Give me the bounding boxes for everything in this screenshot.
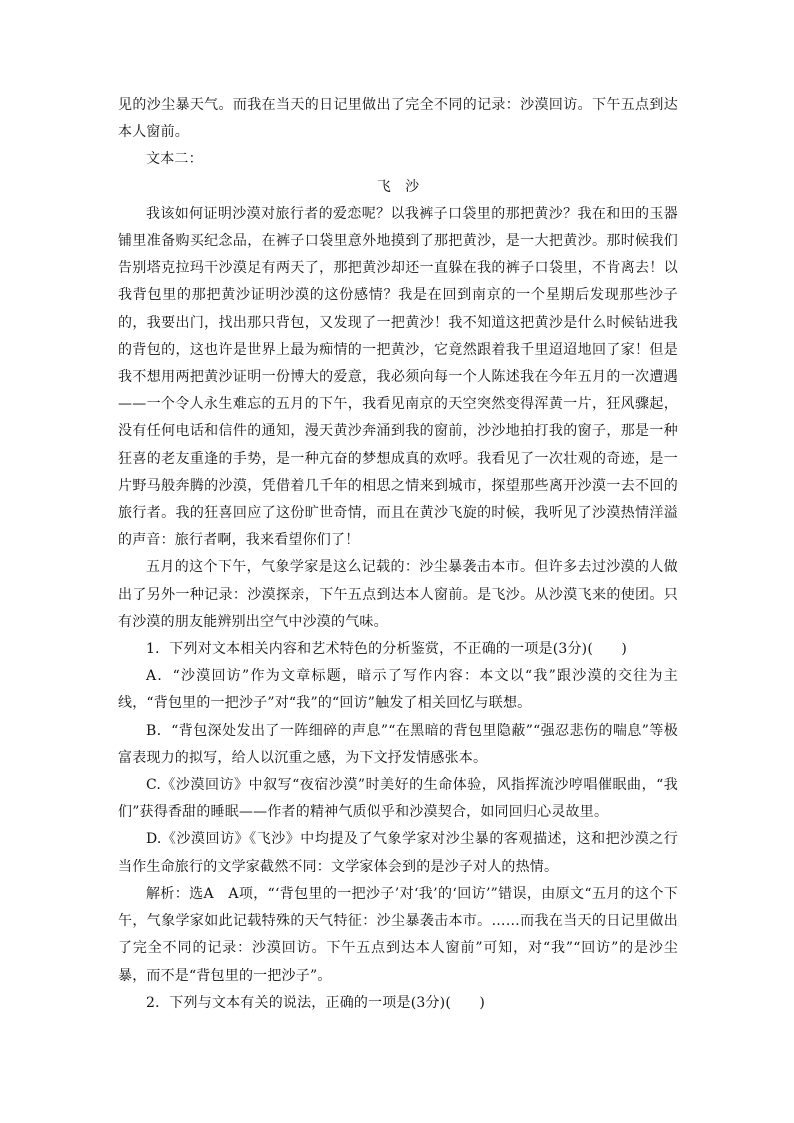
question-1-analysis: 解析：选A A项，“‘背包里的一把沙子’对‘我’的‘回访’”错误，由原文“五月的这个下午，气象学家如此记载特殊的天气特征：沙尘暴袭击本市。……而我在当天的日记里做出了完全不同的记录：沙漠回访。下午五点到达本人窗前”可知，对“我”“回访”的是沙尘暴，而不是“背包里的一把沙子”。 xyxy=(118,885,678,984)
question-1-option-a: A．“沙漠回访”作为文章标题，暗示了写作内容：本文以“我”跟沙漠的交往为主线，“背包里的一把沙子”对“我”的“回访”触发了相关回忆与联想。 xyxy=(118,668,678,712)
question-1-option-d: D.《沙漠回访》《飞沙》中均提及了气象学家对沙尘暴的客观描述，这和把沙漠之行当作生命旅行的文学家截然不同：文学家体会到的是沙子对人的热情。 xyxy=(118,831,678,875)
text2-label: 文本二： xyxy=(146,151,203,168)
question-1-option-c: C.《沙漠回访》中叙写“夜宿沙漠”时美好的生命体验，风指挥流沙哼唱催眠曲，“我们”获得香甜的睡眠——作者的精神气质似乎和沙漠契合，如同回归心灵故里。 xyxy=(118,777,678,821)
question-1-option-b: B．“背包深处发出了一阵细碎的声息”“在黑暗的背包里隐蔽”“强忍悲伤的喘息”等极富表现力的拟写，给人以沉重之感，为下文抒发情感张本。 xyxy=(118,722,678,766)
text2-paragraph-2: 五月的这个下午，气象学家是这么记载的：沙尘暴袭击本市。但许多去过沙漠的人做出了另外一种记录：沙漠探亲，下午五点到达本人窗前。是飞沙。从沙漠飞来的使团。只有沙漠的朋友能辨别出空气中沙漠的气味。 xyxy=(118,559,678,630)
document-body xyxy=(118,92,678,1017)
text1-tail-paragraph: 见的沙尘暴天气。而我在当天的日记里做出了完全不同的记录：沙漠回访。下午五点到达本人窗前。 xyxy=(118,97,678,141)
text2-title: 飞 沙 xyxy=(376,178,420,195)
text2-paragraph-1: 我该如何证明沙漠对旅行者的爱恋呢？以我裤子口袋里的那把黄沙？我在和田的玉器铺里准备购买纪念品，在裤子口袋里意外地摸到了那把黄沙，是一大把黄沙。那时候我们告别塔克拉玛干沙漠足有两天了，那把黄沙却还一直躲在我的裤子口袋里，不肯离去！以我背包里的那把黄沙证明沙漠的这份感情？我是在回到南京的一个星期后发现那些沙子的，我要出门，找出那只背包，又发现了一把黄沙！我不知道这把黄沙是什么时候钻进我的背包的，这也许是世界上最为痴情的一把黄沙，它竟然跟着我千里迢迢地回了家！但是我不想用两把黄沙证明一份博大的爱意，我必须向每一个人陈述我在今年五月的一次遭遇——一个令人永生难忘的五月的下午，我看见南京的天空突然变得浑黄一片，狂风骤起，没有任何电话和信件的通知，漫天黄沙奔涌到我的窗前，沙沙地拍打我的窗子，那是一种狂喜的老友重逢的手势，是一种亢奋的梦想成真的欢呼。我看见了一次壮观的奇迹，是一片野马般奔腾的沙漠，凭借着几千年的相思之情来到城市，探望那些离开沙漠一去不回的旅行者。我的狂喜回应了这份旷世奇情，而且在黄沙飞旋的时候，我听见了沙漠热情洋溢的声音：旅行者啊，我来看望你们了！ xyxy=(118,205,678,549)
question-2-stem: 2．下列与文本有关的说法，正确的一项是(3分)( ) xyxy=(146,994,486,1011)
question-1-stem: 1．下列对文本相关内容和艺术特色的分析鉴赏，不正确的一项是(3分)( ) xyxy=(146,641,628,658)
